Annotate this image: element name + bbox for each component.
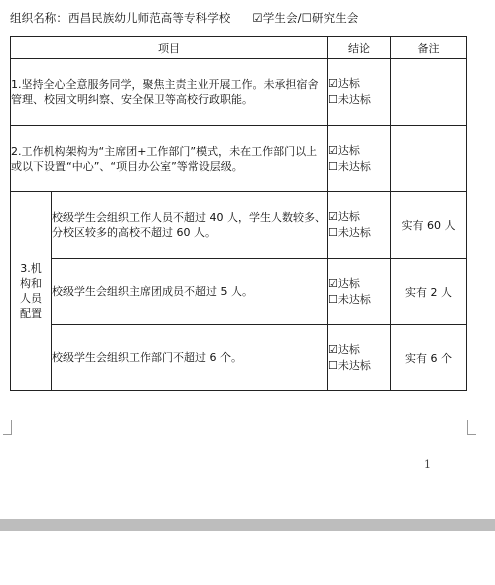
fail-checkbox[interactable]: ☐未达标 <box>328 93 371 106</box>
fail-checkbox[interactable]: ☐未达标 <box>328 292 371 306</box>
pass-checkbox[interactable]: ☑达标 <box>328 143 360 157</box>
org-name-line <box>10 10 358 26</box>
item-text: 校级学生会组织主席团成员不超过 5 人。 <box>52 259 328 325</box>
col-header-item: 项目 <box>11 37 328 59</box>
col-header-conclusion: 结论 <box>328 37 391 59</box>
page-separator <box>0 519 495 531</box>
checklist-table <box>10 36 467 391</box>
pass-checkbox[interactable]: ☑达标 <box>328 342 360 356</box>
conclusion-cell <box>328 59 391 126</box>
conclusion-cell <box>328 192 391 259</box>
page-corner-mark-left <box>3 420 12 435</box>
fail-checkbox[interactable]: ☐未达标 <box>328 159 371 173</box>
remark-cell: 实有 2 人 <box>391 259 467 325</box>
conclusion-cell <box>328 325 391 391</box>
conclusion-cell <box>328 126 391 192</box>
remark-cell: 实有 60 人 <box>391 192 467 259</box>
item-text: 校级学生会组织工作部门不超过 6 个。 <box>52 325 328 391</box>
pass-checkbox[interactable]: ☑达标 <box>328 276 360 290</box>
page-corner-mark-right <box>467 420 476 435</box>
org-name: 组织名称：西昌民族幼儿师范高等专科学校 <box>10 11 231 25</box>
fail-checkbox[interactable]: ☐未达标 <box>328 226 371 239</box>
remark-cell: 实有 6 个 <box>391 325 467 391</box>
remark-cell <box>391 59 467 126</box>
col-header-remark: 备注 <box>391 37 467 59</box>
item-text: 2.工作机构架构为“主席团+工作部门”模式，未在工作部门以上或以下设置“中心”、“项目办公室”等常设层级。 <box>11 126 328 192</box>
table-row <box>11 59 467 126</box>
pass-checkbox[interactable]: ☑达标 <box>328 210 360 223</box>
item-text: 1.坚持全心全意服务同学，聚焦主责主业开展工作。未承担宿舍管理、校园文明纠察、安全保卫等高校行政职能。 <box>11 59 328 126</box>
section-3-label: 3.机构和人员配置 <box>11 192 52 391</box>
table-row <box>11 192 467 259</box>
page-number: 1 <box>424 458 431 471</box>
fail-checkbox[interactable]: ☐未达标 <box>328 358 371 372</box>
item-text: 校级学生会组织工作人员不超过 40 人，学生人数较多、分校区较多的高校不超过 60 人。 <box>52 192 328 259</box>
table-row <box>11 259 467 325</box>
org-type-checkbox[interactable]: ☑学生会/☐研究生会 <box>252 11 359 25</box>
table-row <box>11 126 467 192</box>
pass-checkbox[interactable]: ☑达标 <box>328 77 360 90</box>
table-header-row <box>11 37 467 59</box>
conclusion-cell <box>328 259 391 325</box>
table-row <box>11 325 467 391</box>
remark-cell <box>391 126 467 192</box>
